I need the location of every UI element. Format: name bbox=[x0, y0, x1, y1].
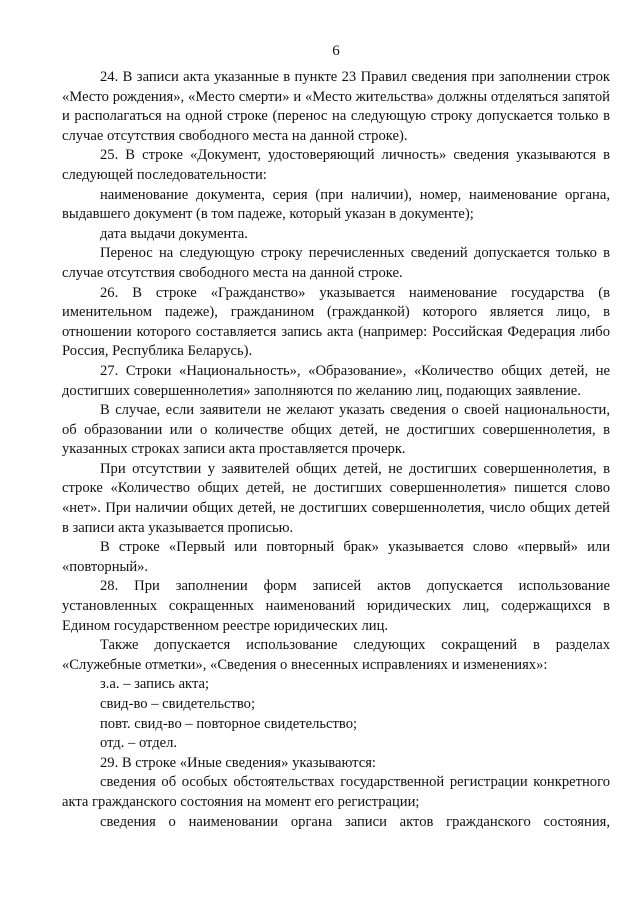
abbreviation-item: з.а. – запись акта; bbox=[100, 676, 210, 693]
page-number: 6 bbox=[332, 43, 340, 59]
abbreviation-item: отд. – отдел. bbox=[100, 735, 178, 752]
paragraph-26: 26. В строке «Гражданство» указывается наименование государства (в именительном падеже), гражданином (гражданкой) которого является лицо, в отношении которого составляется запись акта (например: Российская Федерация либо Россия, Республика Беларусь). bbox=[62, 284, 610, 360]
abbreviation-item: повт. свид-во – повторное свидетельство; bbox=[100, 715, 358, 732]
paragraph-29-item-authority: сведения о наименовании органа записи актов гражданского состояния, bbox=[100, 813, 610, 830]
paragraph-27-dash-note: В случае, если заявители не желают указать сведения о своей национальности, об образовании или о количестве общих детей, не достигших совершеннолетия, в указанных строках записи акта проставляется прочерк. bbox=[62, 402, 610, 458]
paragraph-27-children-note: При отсутствии у заявителей общих детей, не достигших совершеннолетия, в строке «Количество общих детей, не достигших совершеннолетия» пишется слово «нет». При наличии общих детей, не достигших совершеннолетия, число общих детей в записи акта указывается прописью. bbox=[62, 460, 610, 536]
paragraph-29: 29. В строке «Иные сведения» указываются: bbox=[100, 754, 376, 771]
paragraph-29-item-circumstances: сведения об особых обстоятельствах государственной регистрации конкретного акта гражданского состояния на момент его регистрации; bbox=[62, 774, 610, 810]
paragraph-28-abbreviations-intro: Также допускается использование следующих сокращений в разделах «Служебные отметки», «Сведения о внесенных исправлениях и изменениях»: bbox=[62, 637, 610, 673]
paragraph-27-marriage-note: В строке «Первый или повторный брак» указывается слово «первый» или «повторный». bbox=[62, 539, 610, 575]
paragraph-28: 28. При заполнении форм записей актов допускается использование установленных сокращенных наименований юридических лиц, содержащихся в Едином государственном реестре юридических лиц. bbox=[62, 578, 610, 634]
paragraph-24: 24. В записи акта указанные в пункте 23 Правил сведения при заполнении строк «Место рождения», «Место смерти» и «Место жительства» должны отделяться запятой и располагаться на одной строке (перенос на следующую строку допускается только в случае отсутствия свободного места на данной строке). bbox=[62, 69, 610, 144]
abbreviation-item: свид-во – свидетельство; bbox=[100, 696, 256, 712]
paragraph-25-transfer-note: Перенос на следующую строку перечисленных сведений допускается только в случае отсутствия свободного места на данной строке. bbox=[62, 245, 610, 281]
paragraph-25: 25. В строке «Документ, удостоверяющий личность» сведения указываются в следующей последовательности: bbox=[62, 147, 610, 183]
paragraph-25-item-date: дата выдачи документа. bbox=[100, 225, 248, 242]
paragraph-27: 27. Строки «Национальность», «Образование», «Количество общих детей, не достигших совершеннолетия» заполняются по желанию лиц, подающих заявление. bbox=[62, 362, 610, 399]
paragraph-25-item-document: наименование документа, серия (при наличии), номер, наименование органа, выдавшего документ (в том падеже, который указан в документе); bbox=[62, 186, 610, 223]
